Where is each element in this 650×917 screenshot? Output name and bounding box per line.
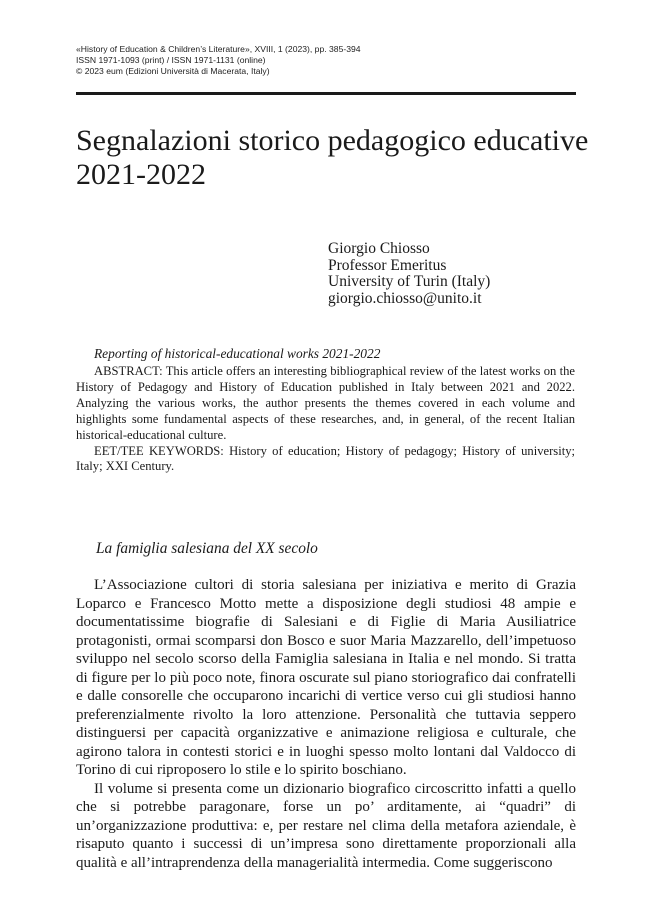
header-rule — [76, 92, 576, 95]
author-email[interactable]: giorgio.chiosso@unito.it — [328, 289, 482, 307]
article-title-line2: 2021-2022 — [76, 158, 206, 191]
body-text — [76, 576, 576, 872]
abstract-text: ABSTRACT: This article offers an interesting bibliographical review of the latest works on the History of Pedagogy and History of Education published in Italy between 2021 and 2022. Analyzing the various works, the author presents the themes covered in each volume and highlights some fundamental aspects of these researches, and, in general, of the recent Italian historical-educational culture. — [76, 364, 575, 442]
article-title-line1: Segnalazioni storico pedagogico educative — [76, 124, 589, 157]
abstract-title: Reporting of historical-educational works 2021-2022 — [94, 346, 381, 361]
author-role: Professor Emeritus — [328, 256, 447, 274]
article-title — [76, 124, 596, 192]
journal-citation: «History of Education & Children’s Literature», XVIII, 1 (2023), pp. 385-394 — [76, 44, 361, 54]
abstract-keywords: EET/TEE KEYWORDS: History of education; History of pedagogy; History of university; Italy; XXI Century. — [76, 443, 575, 474]
author-affiliation: University of Turin (Italy) — [328, 273, 491, 290]
abstract-block — [76, 346, 575, 475]
body-paragraph-1: L’Associazione cultori di storia salesiana per iniziativa e merito di Grazia Loparco e Francesco Motto mette a disposizione degli studiosi 48 ampie e documentatissime biografie di Salesiani e di Figlie di Maria Ausiliatrice protagonisti, ormai scomparsi don Bosco e suor Maria Mazzarello, dell’impetuoso sviluppo nel secolo scorso della Famiglia salesiana in Italia e nel mondo. Si tratta di figure per lo più poco note, finora oscurate sul piano storiografico dai confratelli e dalle consorelle che occuparono incarichi di vertice verso cui gli studiosi hanno preferenzialmente rivolto la loro attenzione. Personalità che tuttavia seppero distinguersi per capacità organizzative e animazione religiosa e culturale, che agirono talora in contesti storici e in luoghi spesso molto lontani dal Valdocco di Torino di cui riproposero lo stile e lo spirito boschiano. — [76, 577, 576, 778]
author-name: Giorgio Chiosso — [328, 240, 430, 257]
author-block — [328, 241, 588, 307]
section-heading: La famiglia salesiana del XX secolo — [96, 540, 318, 557]
journal-copyright: © 2023 eum (Edizioni Università di Macerata, Italy) — [76, 66, 270, 76]
body-paragraph-2: Il volume si presenta come un dizionario biografico circoscritto infatti a quello che si potrebbe paragonare, forse un po’ arditamente, ai “quadri” di un’organizzazione produttiva: e, per restare nel clima della metafora aziendale, è risaputo quanto i successi di un’impresa sono direttamente proporzionali alla qualità e all’intraprendenza della managerialità intermedia. Come suggeriscono — [76, 780, 576, 871]
journal-issn: ISSN 1971-1093 (print) / ISSN 1971-1131 (online) — [76, 55, 266, 65]
journal-header — [76, 44, 576, 77]
